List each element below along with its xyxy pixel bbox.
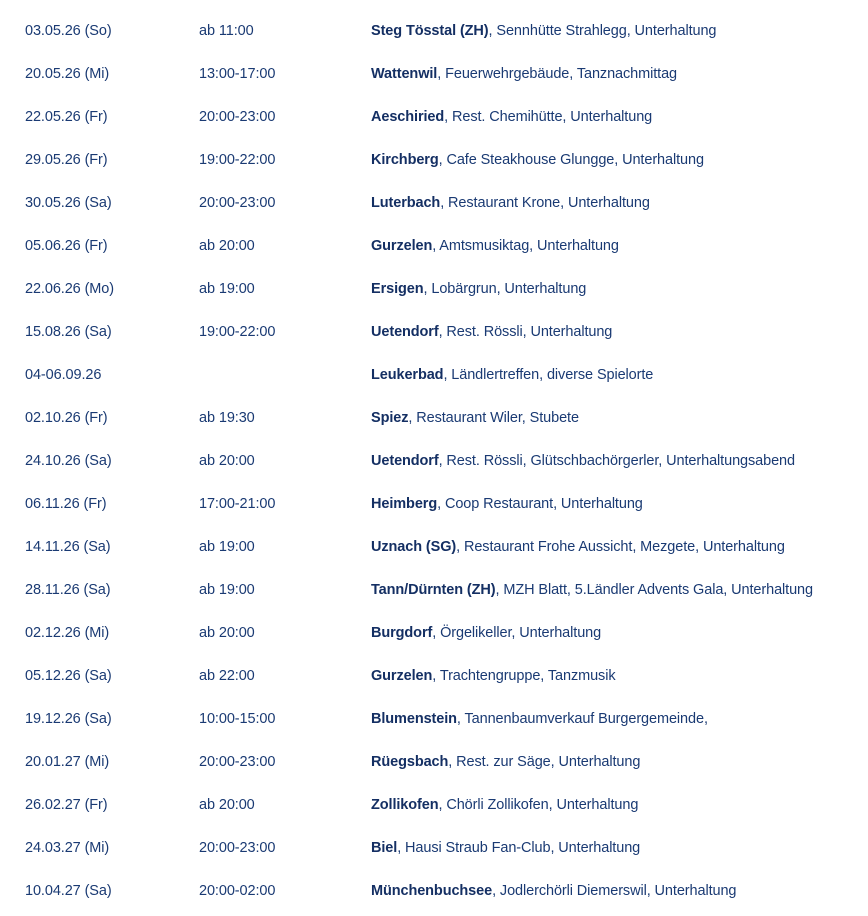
event-place: Blumenstein: [371, 711, 457, 727]
event-details: , Ländlertreffen, diverse Spielorte: [443, 367, 654, 383]
event-date: 22.06.26 (Mo): [25, 281, 114, 297]
event-details: , Feuerwehrgebäude, Tanznachmittag: [437, 66, 677, 82]
event-description: [371, 624, 601, 642]
event-details: , Rest. Rössli, Glütschbachörgerler, Unterhaltungsabend: [438, 453, 795, 469]
event-place: Gurzelen: [371, 668, 433, 684]
event-time: ab 22:00: [199, 668, 255, 684]
event-row: [0, 182, 868, 225]
event-time: 10:00-15:00: [199, 711, 276, 727]
event-details: , Trachtengruppe, Tanzmusik: [432, 668, 616, 684]
event-time: ab 11:00: [199, 23, 254, 39]
event-place: Leukerbad: [371, 367, 444, 383]
event-place: Gurzelen: [371, 238, 433, 254]
event-details: , Rest. Chemihütte, Unterhaltung: [444, 109, 653, 125]
event-row: [0, 311, 868, 354]
event-details: , Restaurant Frohe Aussicht, Mezgete, Unterhaltung: [456, 539, 785, 555]
event-details: , MZH Blatt, 5.Ländler Advents Gala, Unterhaltung: [495, 582, 813, 598]
event-place: Spiez: [371, 410, 409, 426]
event-time: 20:00-23:00: [199, 195, 276, 211]
event-time: 17:00-21:00: [199, 496, 276, 512]
event-row: [0, 870, 868, 913]
event-details: , Jodlerchörli Diemerswil, Unterhaltung: [492, 883, 737, 899]
event-time: ab 20:00: [199, 797, 255, 813]
event-time: ab 20:00: [199, 238, 255, 254]
event-description: [371, 280, 586, 298]
event-row: [0, 741, 868, 784]
event-details: , Rest. Rössli, Unterhaltung: [438, 324, 613, 340]
event-row: [0, 655, 868, 698]
event-time: ab 19:30: [199, 410, 255, 426]
event-place: Zollikofen: [371, 797, 439, 813]
event-date: 24.10.26 (Sa): [25, 453, 112, 469]
event-date: 06.11.26 (Fr): [25, 496, 107, 512]
event-date: 30.05.26 (Sa): [25, 195, 112, 211]
event-time: 20:00-23:00: [199, 109, 276, 125]
event-details: , Restaurant Wiler, Stubete: [408, 410, 579, 426]
event-place: Münchenbuchsee: [371, 883, 493, 899]
event-details: , Amtsmusiktag, Unterhaltung: [432, 238, 619, 254]
event-description: [371, 882, 736, 900]
event-place: Uetendorf: [371, 324, 439, 340]
event-date: 04-06.09.26: [25, 367, 102, 383]
event-details: , Coop Restaurant, Unterhaltung: [437, 496, 643, 512]
event-date: 19.12.26 (Sa): [25, 711, 112, 727]
event-description: [371, 366, 653, 384]
event-description: [371, 495, 643, 513]
event-date: 05.06.26 (Fr): [25, 238, 108, 254]
event-description: [371, 237, 619, 255]
event-place: Tann/Dürnten (ZH): [371, 582, 496, 598]
event-details: , Sennhütte Strahlegg, Unterhaltung: [488, 23, 717, 39]
event-time: 20:00-23:00: [199, 840, 276, 856]
event-time: 13:00-17:00: [199, 66, 276, 82]
event-details: , Örgelikeller, Unterhaltung: [432, 625, 602, 641]
event-date: 29.05.26 (Fr): [25, 152, 108, 168]
event-date: 24.03.27 (Mi): [25, 840, 110, 856]
event-place: Biel: [371, 840, 398, 856]
event-time: ab 20:00: [199, 625, 255, 641]
event-place: Rüegsbach: [371, 754, 449, 770]
event-date: 14.11.26 (Sa): [25, 539, 111, 555]
event-place: Kirchberg: [371, 152, 439, 168]
event-description: [371, 753, 640, 771]
event-row: [0, 483, 868, 526]
event-time: 19:00-22:00: [199, 324, 276, 340]
event-time: 20:00-02:00: [199, 883, 276, 899]
event-row: [0, 225, 868, 268]
event-description: [371, 839, 640, 857]
event-date: 02.12.26 (Mi): [25, 625, 110, 641]
event-date: 03.05.26 (So): [25, 23, 112, 39]
event-details: , Tannenbaumverkauf Burgergemeinde,: [456, 711, 708, 727]
event-date: 28.11.26 (Sa): [25, 582, 111, 598]
event-place: Uetendorf: [371, 453, 439, 469]
event-row: [0, 440, 868, 483]
event-row: [0, 397, 868, 440]
event-details: , Rest. zur Säge, Unterhaltung: [448, 754, 641, 770]
event-time: ab 19:00: [199, 281, 255, 297]
event-row: [0, 827, 868, 870]
event-row: [0, 268, 868, 311]
event-time: 20:00-23:00: [199, 754, 276, 770]
event-row: [0, 784, 868, 827]
event-date: 10.04.27 (Sa): [25, 883, 112, 899]
event-row: [0, 53, 868, 96]
event-description: [371, 667, 615, 685]
event-row: [0, 569, 868, 612]
event-description: [371, 452, 795, 470]
event-row: [0, 612, 868, 655]
event-description: [371, 409, 579, 427]
event-schedule: [0, 10, 868, 913]
event-details: , Lobärgrun, Unterhaltung: [423, 281, 587, 297]
event-row: [0, 139, 868, 182]
event-details: , Hausi Straub Fan-Club, Unterhaltung: [397, 840, 641, 856]
event-place: Luterbach: [371, 195, 441, 211]
event-place: Steg Tösstal (ZH): [371, 23, 489, 39]
event-description: [371, 108, 652, 126]
event-description: [371, 538, 785, 556]
event-time: 19:00-22:00: [199, 152, 276, 168]
event-row: [0, 10, 868, 53]
event-time: ab 19:00: [199, 582, 255, 598]
event-details: , Chörli Zollikofen, Unterhaltung: [438, 797, 639, 813]
event-place: Burgdorf: [371, 625, 433, 641]
event-description: [371, 65, 677, 83]
event-description: [371, 581, 813, 599]
event-date: 20.05.26 (Mi): [25, 66, 110, 82]
event-row: [0, 526, 868, 569]
event-place: Wattenwil: [371, 66, 438, 82]
event-row: [0, 96, 868, 139]
event-description: [371, 194, 650, 212]
event-place: Aeschiried: [371, 109, 445, 125]
event-date: 02.10.26 (Fr): [25, 410, 108, 426]
event-time: ab 19:00: [199, 539, 255, 555]
event-description: [371, 796, 638, 814]
event-place: Ersigen: [371, 281, 424, 297]
event-date: 20.01.27 (Mi): [25, 754, 110, 770]
event-place: Heimberg: [371, 496, 438, 512]
event-description: [371, 151, 704, 169]
event-description: [371, 323, 612, 341]
event-date: 15.08.26 (Sa): [25, 324, 112, 340]
event-description: [371, 22, 716, 40]
event-details: , Restaurant Krone, Unterhaltung: [440, 195, 650, 211]
event-time: ab 20:00: [199, 453, 255, 469]
event-description: [371, 710, 708, 728]
event-date: 26.02.27 (Fr): [25, 797, 108, 813]
event-place: Uznach (SG): [371, 539, 457, 555]
event-date: 22.05.26 (Fr): [25, 109, 108, 125]
event-row: [0, 354, 868, 397]
event-details: , Cafe Steakhouse Glungge, Unterhaltung: [438, 152, 704, 168]
event-row: [0, 698, 868, 741]
event-date: 05.12.26 (Sa): [25, 668, 112, 684]
